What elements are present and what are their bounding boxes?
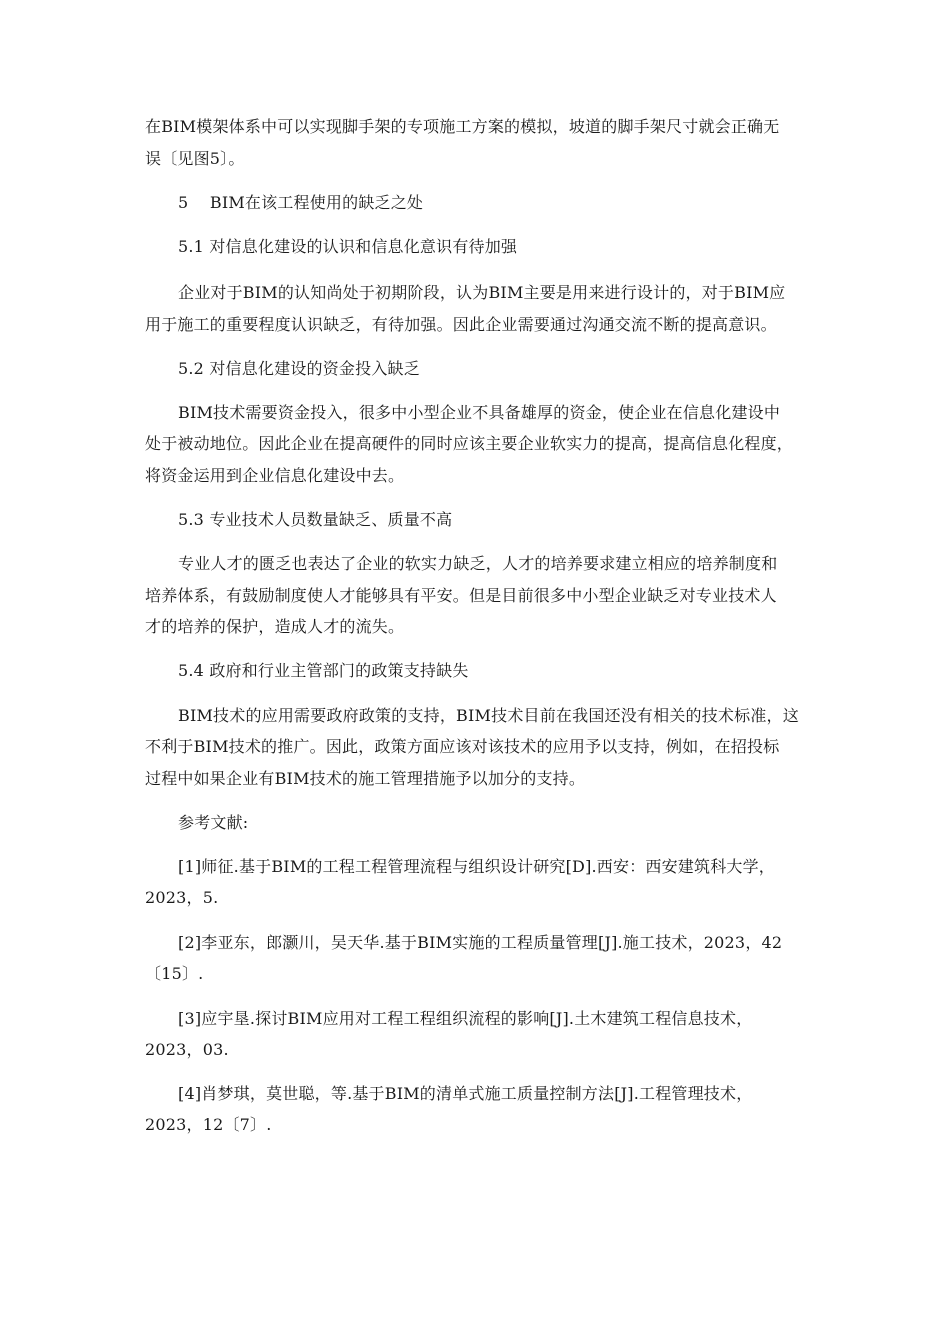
section-heading-5-4: 5.4 政府和行业主管部门的政策支持缺失: [178, 661, 469, 680]
section-heading-5: 5 BIM在该工程使用的缺乏之处: [178, 193, 424, 212]
reference-4-line-2: 2023，12〔7〕.: [145, 1115, 272, 1134]
reference-1-line-1: [1]师征.基于BIM的工程工程管理流程与组织设计研究[D].西安：西安建筑科大学，: [178, 857, 776, 876]
paragraph-intro-line-1: 在BIM模架体系中可以实现脚手架的专项施工方案的模拟，坡道的脚手架尺寸就会正确无: [145, 117, 780, 136]
paragraph-5-4-line-2: 不利于BIM技术的推广。因此，政策方面应该对该技术的应用予以支持，例如，在招投标: [145, 737, 780, 756]
reference-2-line-1: [2]李亚东，郎灏川，吴天华.基于BIM实施的工程质量管理[J].施工技术，2023，42: [178, 933, 783, 952]
paragraph-5-1-line-1: 企业对于BIM的认知尚处于初期阶段，认为BIM主要是用来进行设计的，对于BIM应: [178, 283, 786, 302]
paragraph-5-3-line-2: 培养体系，有鼓励制度使人才能够具有平安。但是目前很多中小型企业缺乏对专业技术人: [145, 586, 777, 605]
section-heading-5-2: 5.2 对信息化建设的资金投入缺乏: [178, 359, 420, 378]
paragraph-5-3-line-3: 才的培养的保护，造成人才的流失。: [145, 617, 405, 636]
section-heading-5-3: 5.3 专业技术人员数量缺乏、质量不高: [178, 510, 453, 529]
reference-3-line-1: [3]应宇垦.探讨BIM应用对工程工程组织流程的影响[J].土木建筑工程信息技术，: [178, 1009, 753, 1028]
reference-2-line-2: 〔15〕.: [145, 964, 204, 983]
reference-1-line-2: 2023，5.: [145, 888, 219, 907]
references-title: 参考文献:: [178, 813, 249, 832]
reference-4-line-1: [4]肖梦琪，莫世聪，等.基于BIM的清单式施工质量控制方法[J].工程管理技术，: [178, 1084, 753, 1103]
paragraph-5-2-line-2: 处于被动地位。因此企业在提高硬件的同时应该主要企业软实力的提高，提高信息化程度，: [145, 434, 794, 453]
paragraph-5-3-line-1: 专业人才的匮乏也表达了企业的软实力缺乏，人才的培养要求建立相应的培养制度和: [178, 554, 778, 573]
paragraph-5-4-line-1: BIM技术的应用需要政府政策的支持，BIM技术目前在我国还没有相关的技术标准，这: [178, 706, 799, 725]
paragraph-5-2-line-1: BIM技术需要资金投入，很多中小型企业不具备雄厚的资金，使企业在信息化建设中: [178, 403, 781, 422]
section-heading-5-1: 5.1 对信息化建设的认识和信息化意识有待加强: [178, 237, 518, 256]
paragraph-5-4-line-3: 过程中如果企业有BIM技术的施工管理措施予以加分的支持。: [145, 769, 586, 788]
paragraph-5-1-line-2: 用于施工的重要程度认识缺乏，有待加强。因此企业需要通过沟通交流不断的提高意识。: [145, 315, 777, 334]
paragraph-5-2-line-3: 将资金运用到企业信息化建设中去。: [145, 466, 405, 485]
reference-3-line-2: 2023，03.: [145, 1040, 229, 1059]
paragraph-intro-line-2: 误〔见图5〕。: [145, 149, 245, 168]
